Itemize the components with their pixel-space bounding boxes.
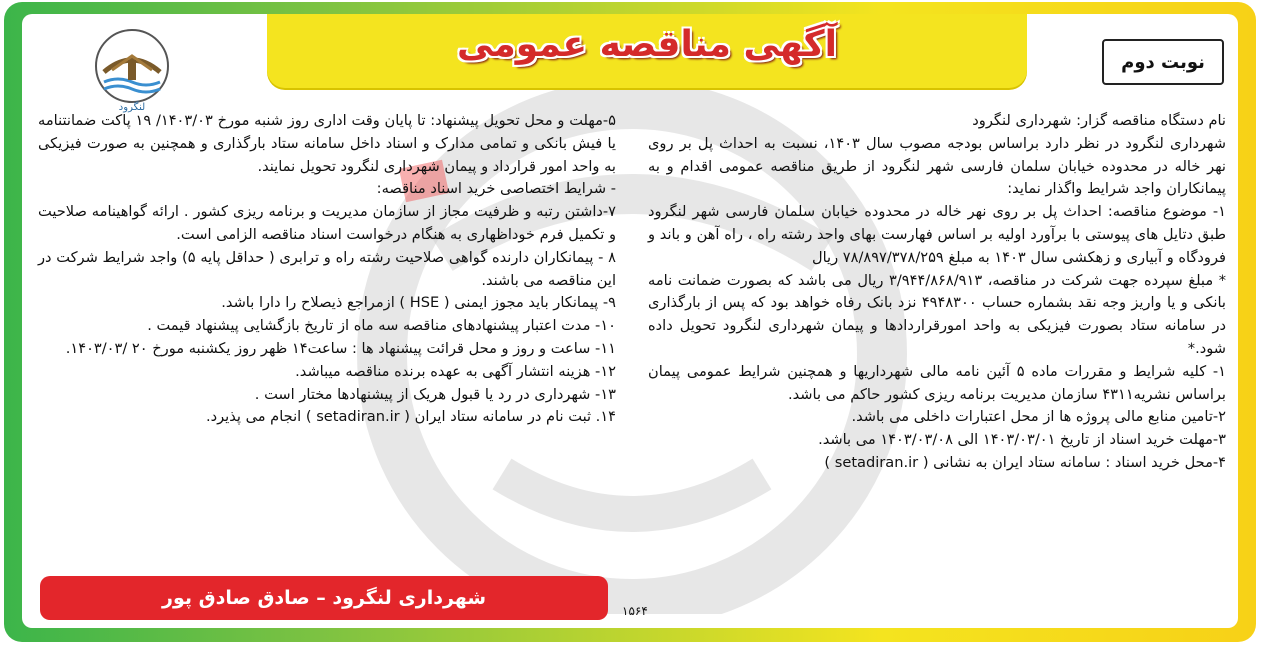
right-paragraph: ۱- موضوع مناقصه: احداث پل بر روی نهر خاله در محدوده خیابان سلمان فارسی شهر لنگرود طبق دتایل های پیوستی با برآورد اولیه بر اساس فهارست بهای واحد رشته راه ، راه آهن و باند و فرودگاه و آبیاری و زهکشی سال ۱۴۰۳ به مبلغ ۷۸/۸۹۷/۳۷۸/۲۵۹ ریال [648,203,1226,266]
logo-caption: لنگرود [118,102,146,113]
left-paragraph: ۸ - پیمانکاران دارنده گواهی صلاحیت رشته راه و ترابری ( حداقل پایه ۵) واجد شرایط شرکت در این مناقصه می باشند. [38,248,616,289]
signature-box: شهرداری لنگرود – صادق صادق پور [40,576,608,620]
page-title: آگهی مناقصه عمومی [457,24,837,65]
right-paragraph: نام دستگاه مناقصه گزار: شهرداری لنگرود [972,112,1226,129]
page-frame [4,2,1256,642]
left-paragraph: ۱۲- هزینه انتشار آگهی به عهده برنده مناقصه میباشد. [295,362,616,380]
right-paragraph: شهرداری لنگرود در نظر دارد براساس بودجه مصوب سال ۱۴۰۳، نسبت به احداث پل بر روی نهر خاله در محدوده خیابان سلمان فارسی شهر لنگرود از طریق مناقصه عمومی اقدام و به پیمانکاران واجد شرایط واگذار نماید: [648,134,1226,198]
right-paragraph: ۱- کلیه شرایط و مقررات ماده ۵ آئین نامه مالی شهرداریها و همچنین شرایط عمومی پیمان براساس نشریه۴۳۱۱ سازمان مدیریت برنامه ریزی کشور حاکم می باشد. [648,362,1227,403]
right-paragraph: ۳-مهلت خرید اسناد از تاریخ ۱۴۰۳/۰۳/۰۱ الی ۱۴۰۳/۰۳/۰۸ می باشد. [818,431,1226,449]
left-paragraph: ۷-داشتن رتبه و ظرفیت مجاز از سازمان مدیریت و برنامه ریزی کشور . ارائه گواهینامه صلاحیت و تکمیل فرم خوداظهاری به هنگام درخواست اسناد مناقصه الزامی است. [38,203,616,243]
right-paragraph: ۲-تامین منابع مالی پروژه ها از محل اعتبارات داخلی می باشد. [851,408,1226,426]
right-column [648,110,1226,475]
turn-badge: نوبت دوم [1102,39,1224,85]
ad-body [22,14,1238,628]
left-paragraph: ۹- پیمانکار باید مجوز ایمنی ( HSE ) ازمراجع ذیصلاح را دارا باشد. [221,294,616,312]
right-paragraph: * مبلغ سپرده جهت شرکت در مناقصه، ۳/۹۴۴/۸۶۸/۹۱۳ ریال می باشد که بصورت ضمانت نامه بانکی و یا واریز وجه نقد بشماره حساب ۴۹۴۸۳۰۰ نزد بانک رفاه خواهد بود که پس از بارگذاری در سامانه ستاد بصورت فیزیکی به واحد امورقراردادها و پیمان شهرداری لنگرود تحویل داده شود.* [648,271,1226,357]
ad-code: ۱۵۶۴ [622,604,648,618]
left-column [38,110,616,429]
left-paragraph: ۱۳- شهرداری در رد یا قبول هریک از پیشنهادها مختار است . [254,385,616,403]
left-paragraph: ۱۴. ثبت نام در سامانه ستاد ایران ( setadiran.ir ) انجام می پذیرد. [205,408,616,426]
municipality-logo-icon [92,26,172,114]
left-paragraph: ۵-مهلت و محل تحویل پیشنهاد: تا پایان وقت اداری روز شنبه مورخ ۱۴۰۳/۰۳/ ۱۹ پاکت ضمانتنامه یا فیش بانکی و تمامی مدارک و اسناد داخل سامانه ستاد بارگذاری و همچنین به صورت فیزیکی به واحد امور قرارداد و پیمان شهرداری لنگرود تحویل نمایند. [38,112,617,175]
left-paragraph: ۱۰- مدت اعتبار پیشنهادهای مناقصه سه ماه از تاریخ بازگشایی پیشنهاد قیمت . [147,317,616,335]
right-paragraph: ۴-محل خرید اسناد : سامانه ستاد ایران به نشانی ( setadiran.ir ) [824,453,1226,471]
left-paragraph: - شرایط اختصاصی خرید اسناد مناقصه: [376,180,616,198]
left-paragraph: ۱۱- ساعت و روز و محل قرائت پیشنهاد ها : ساعت۱۴ ظهر روز یکشنبه مورخ ۲۰ /۱۴۰۳/۰۳. [65,339,616,357]
header-banner [267,14,1027,88]
